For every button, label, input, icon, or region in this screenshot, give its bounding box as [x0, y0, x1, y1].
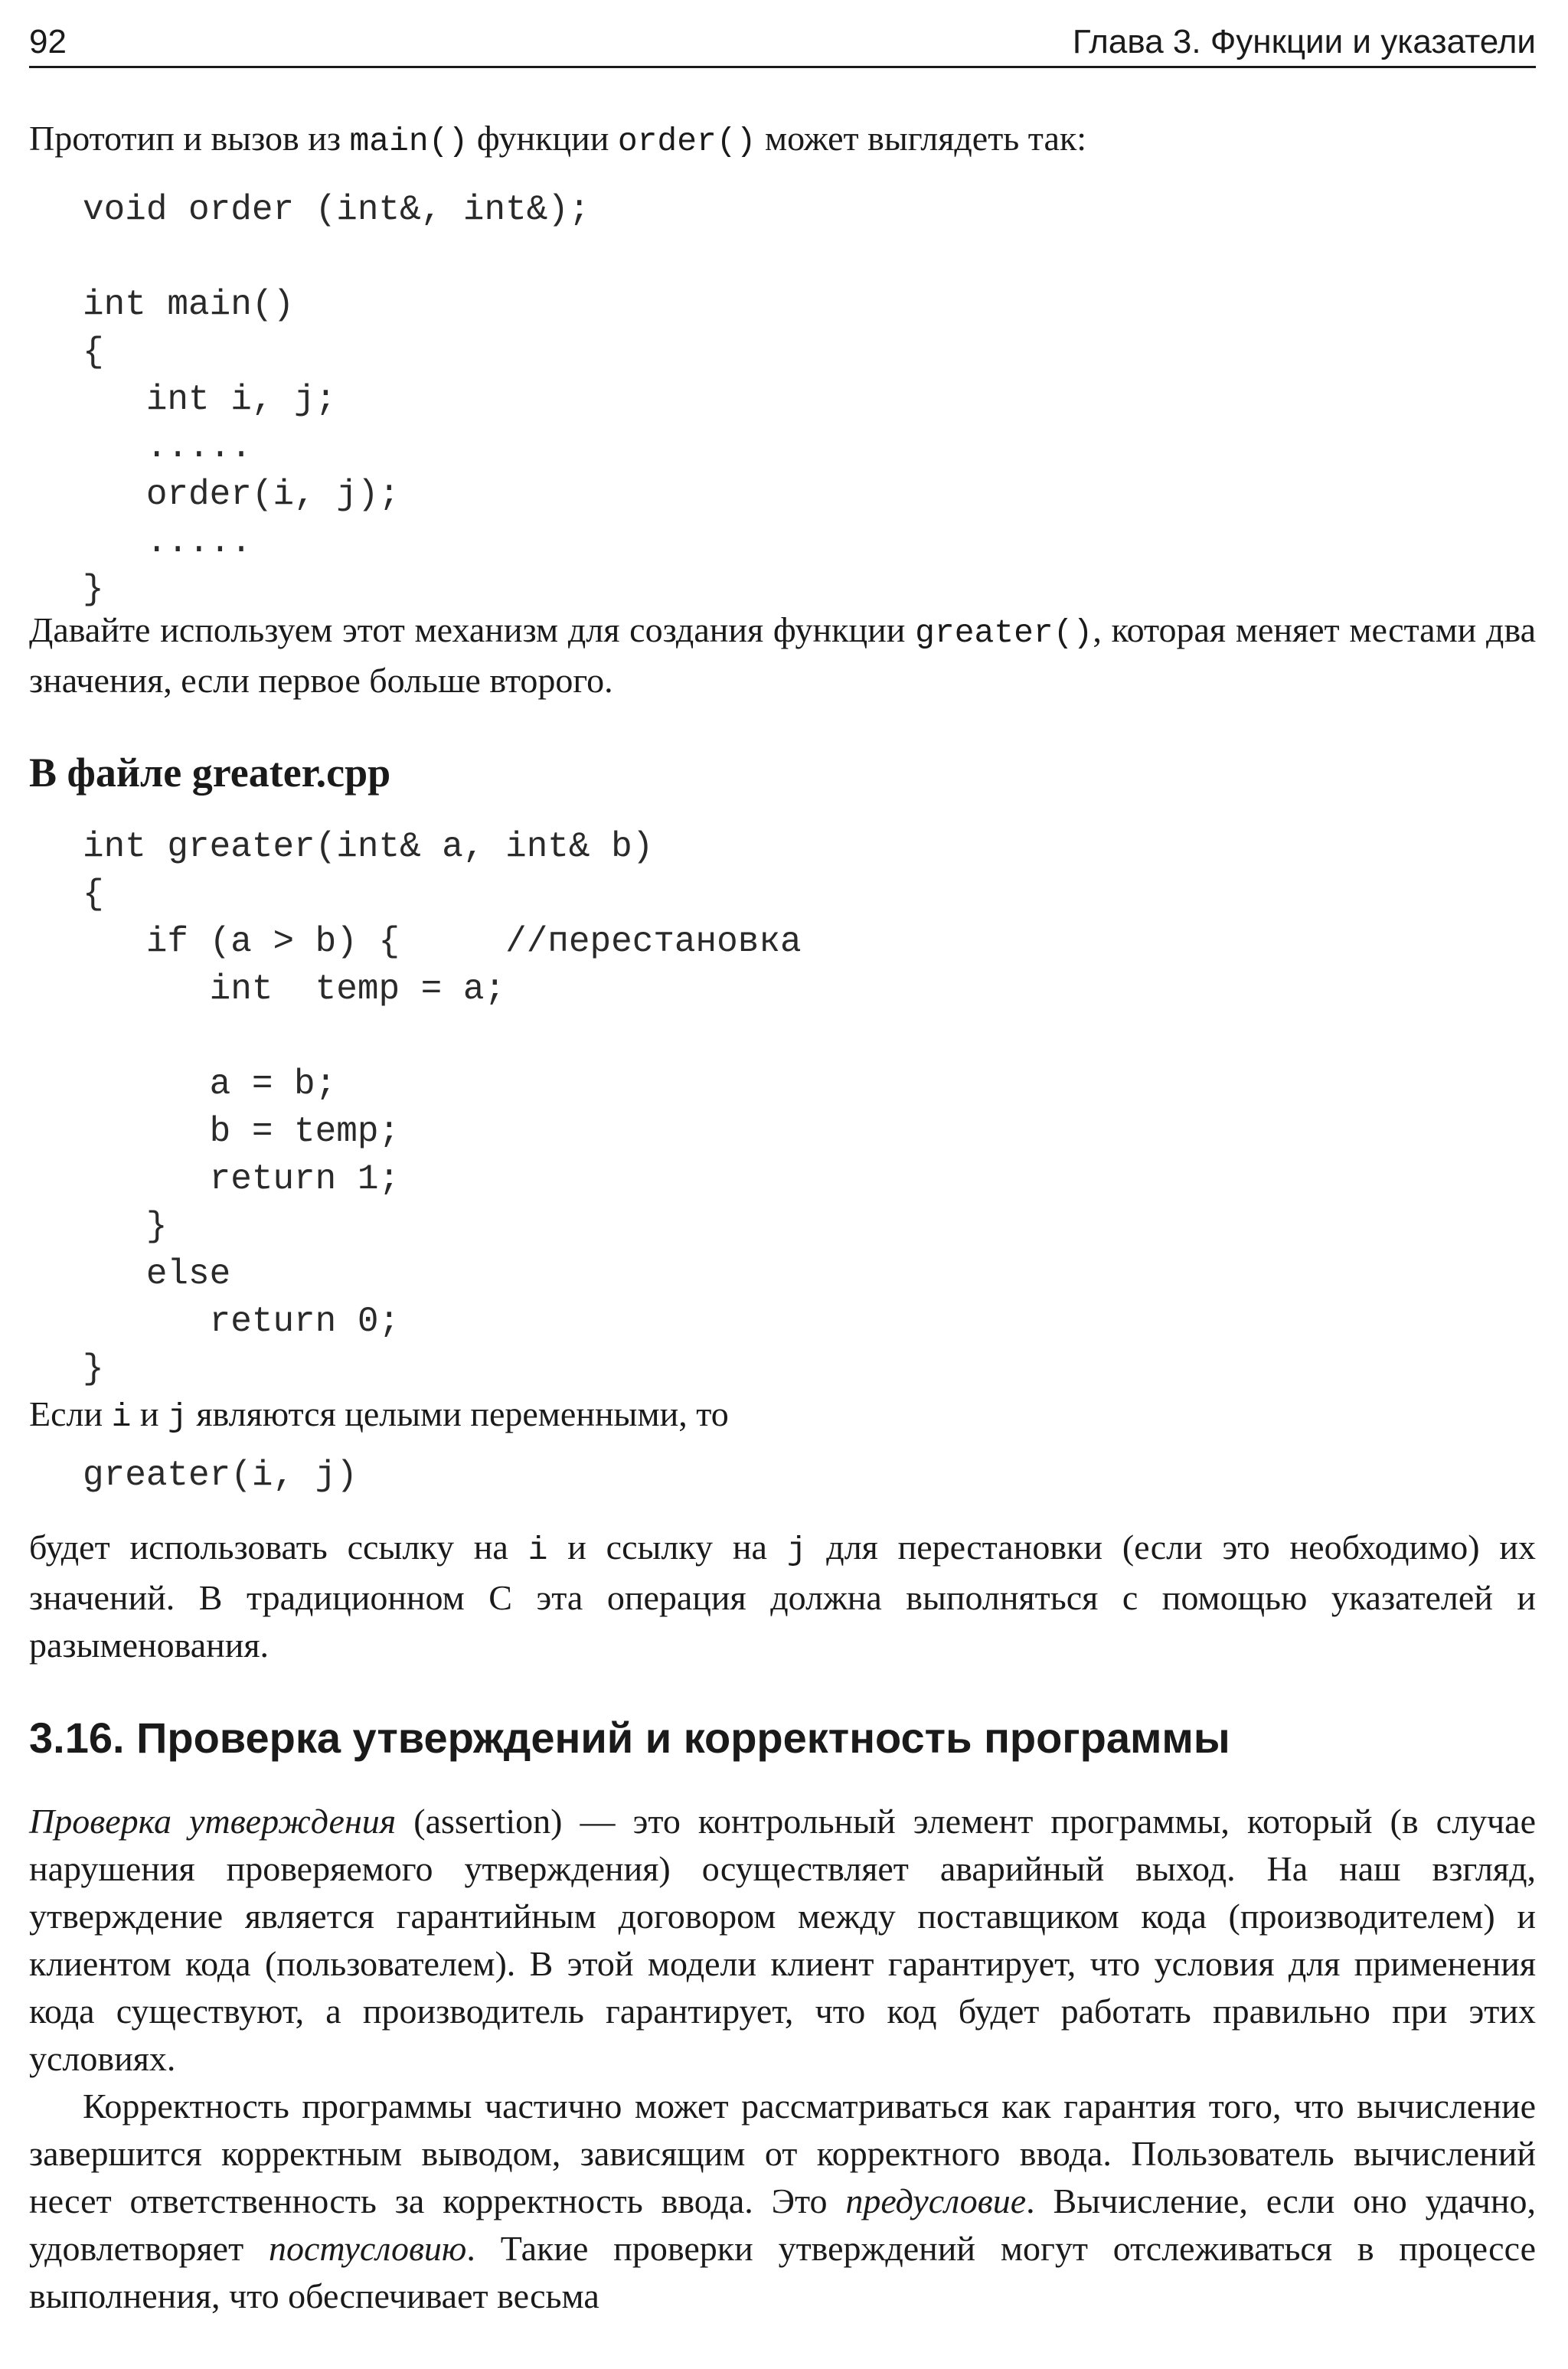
ref-j-code-inline: j	[786, 1531, 807, 1569]
code-order-listing: void order (int&, int&); int main() { int i, j; ..... order(i, j); ..... }	[83, 190, 590, 609]
code-greater-listing: int greater(int& a, int& b) { if (a > b) { //перестановка int temp = a; a = b; b = temp; return 1; } else return 0; }	[83, 827, 802, 1389]
correctness-text-middle: . Вычисление, если оно удачно, удовлетворяет	[29, 2181, 1536, 2268]
assertion-term: Проверка утверждения	[29, 1802, 397, 1841]
ref-i-code-inline: i	[528, 1531, 548, 1569]
postcondition-term: постусловию	[269, 2229, 467, 2268]
code-call: greater(i, j)	[83, 1456, 358, 1495]
precondition-term: предусловие	[845, 2181, 1027, 2220]
ref-text-end: для перестановки (если это необходимо) их значений. В традиционном C эта операция должна выполняться с помощью указателей и разыменования.	[29, 1528, 1537, 1665]
chapter-title: Глава 3. Функции и указатели	[1072, 23, 1536, 60]
intro-text-start: Прототип и вызов из	[29, 119, 350, 158]
intro-text-end: может выглядеть так:	[756, 119, 1086, 158]
ij-sentence	[29, 1390, 1536, 1441]
correctness-paragraph	[29, 2083, 1536, 2320]
greater-code-inline: greater()	[915, 614, 1093, 652]
main-code-inline: main()	[349, 123, 469, 160]
greater-intro-text-start: Давайте используем этот механизм для создания функции	[29, 610, 916, 649]
file-heading: В файле greater.cpp	[29, 750, 391, 796]
ref-text-middle: и ссылку на	[547, 1528, 787, 1567]
page-number: 92	[29, 23, 67, 60]
assertion-text: (assertion) — это контрольный элемент программы, который (в случае нарушения проверяемого утверждения) осуществляет аварийный выход. На наш взгляд, утверждение является гарантийным договором между поставщиком кода (производителем) и клиентом кода (пользователем). В этой модели клиент гарантирует, что условия для применения кода существуют, а производитель гарантирует, что код будет работать правильно при этих условиях.	[29, 1802, 1537, 2078]
ref-text-start: будет использовать ссылку на	[29, 1528, 528, 1567]
j-code-inline: j	[168, 1398, 188, 1436]
correctness-text-end: . Такие проверки утверждений могут отслеживаться в процессе выполнения, что обеспечивает весьма	[29, 2229, 1536, 2315]
order-code-inline: order()	[617, 123, 756, 160]
i-code-inline: i	[111, 1398, 132, 1436]
section-heading: 3.16. Проверка утверждений и корректность программы	[29, 1714, 1230, 1762]
book-page	[29, 0, 1536, 2369]
correctness-text-start: Корректность программы частично может рассматриваться как гарантия того, что вычисление завершится корректным выводом, зависящим от корректного ввода. Пользователь вычислений несет ответственность за корректность ввода. Это	[29, 2086, 1536, 2220]
running-head	[29, 18, 1536, 68]
ij-text-end: являются целыми переменными, то	[187, 1394, 729, 1433]
greater-intro-paragraph	[29, 606, 1536, 704]
reference-paragraph	[29, 1524, 1536, 1669]
ij-text-start: Если	[29, 1394, 112, 1433]
intro-text-middle: функции	[468, 119, 618, 158]
intro-paragraph	[29, 115, 1536, 165]
greater-intro-text-end: , которая меняет местами два значения, если первое больше второго.	[29, 610, 1536, 700]
assertion-paragraph	[29, 1798, 1536, 2083]
ij-text-and: и	[131, 1394, 168, 1433]
